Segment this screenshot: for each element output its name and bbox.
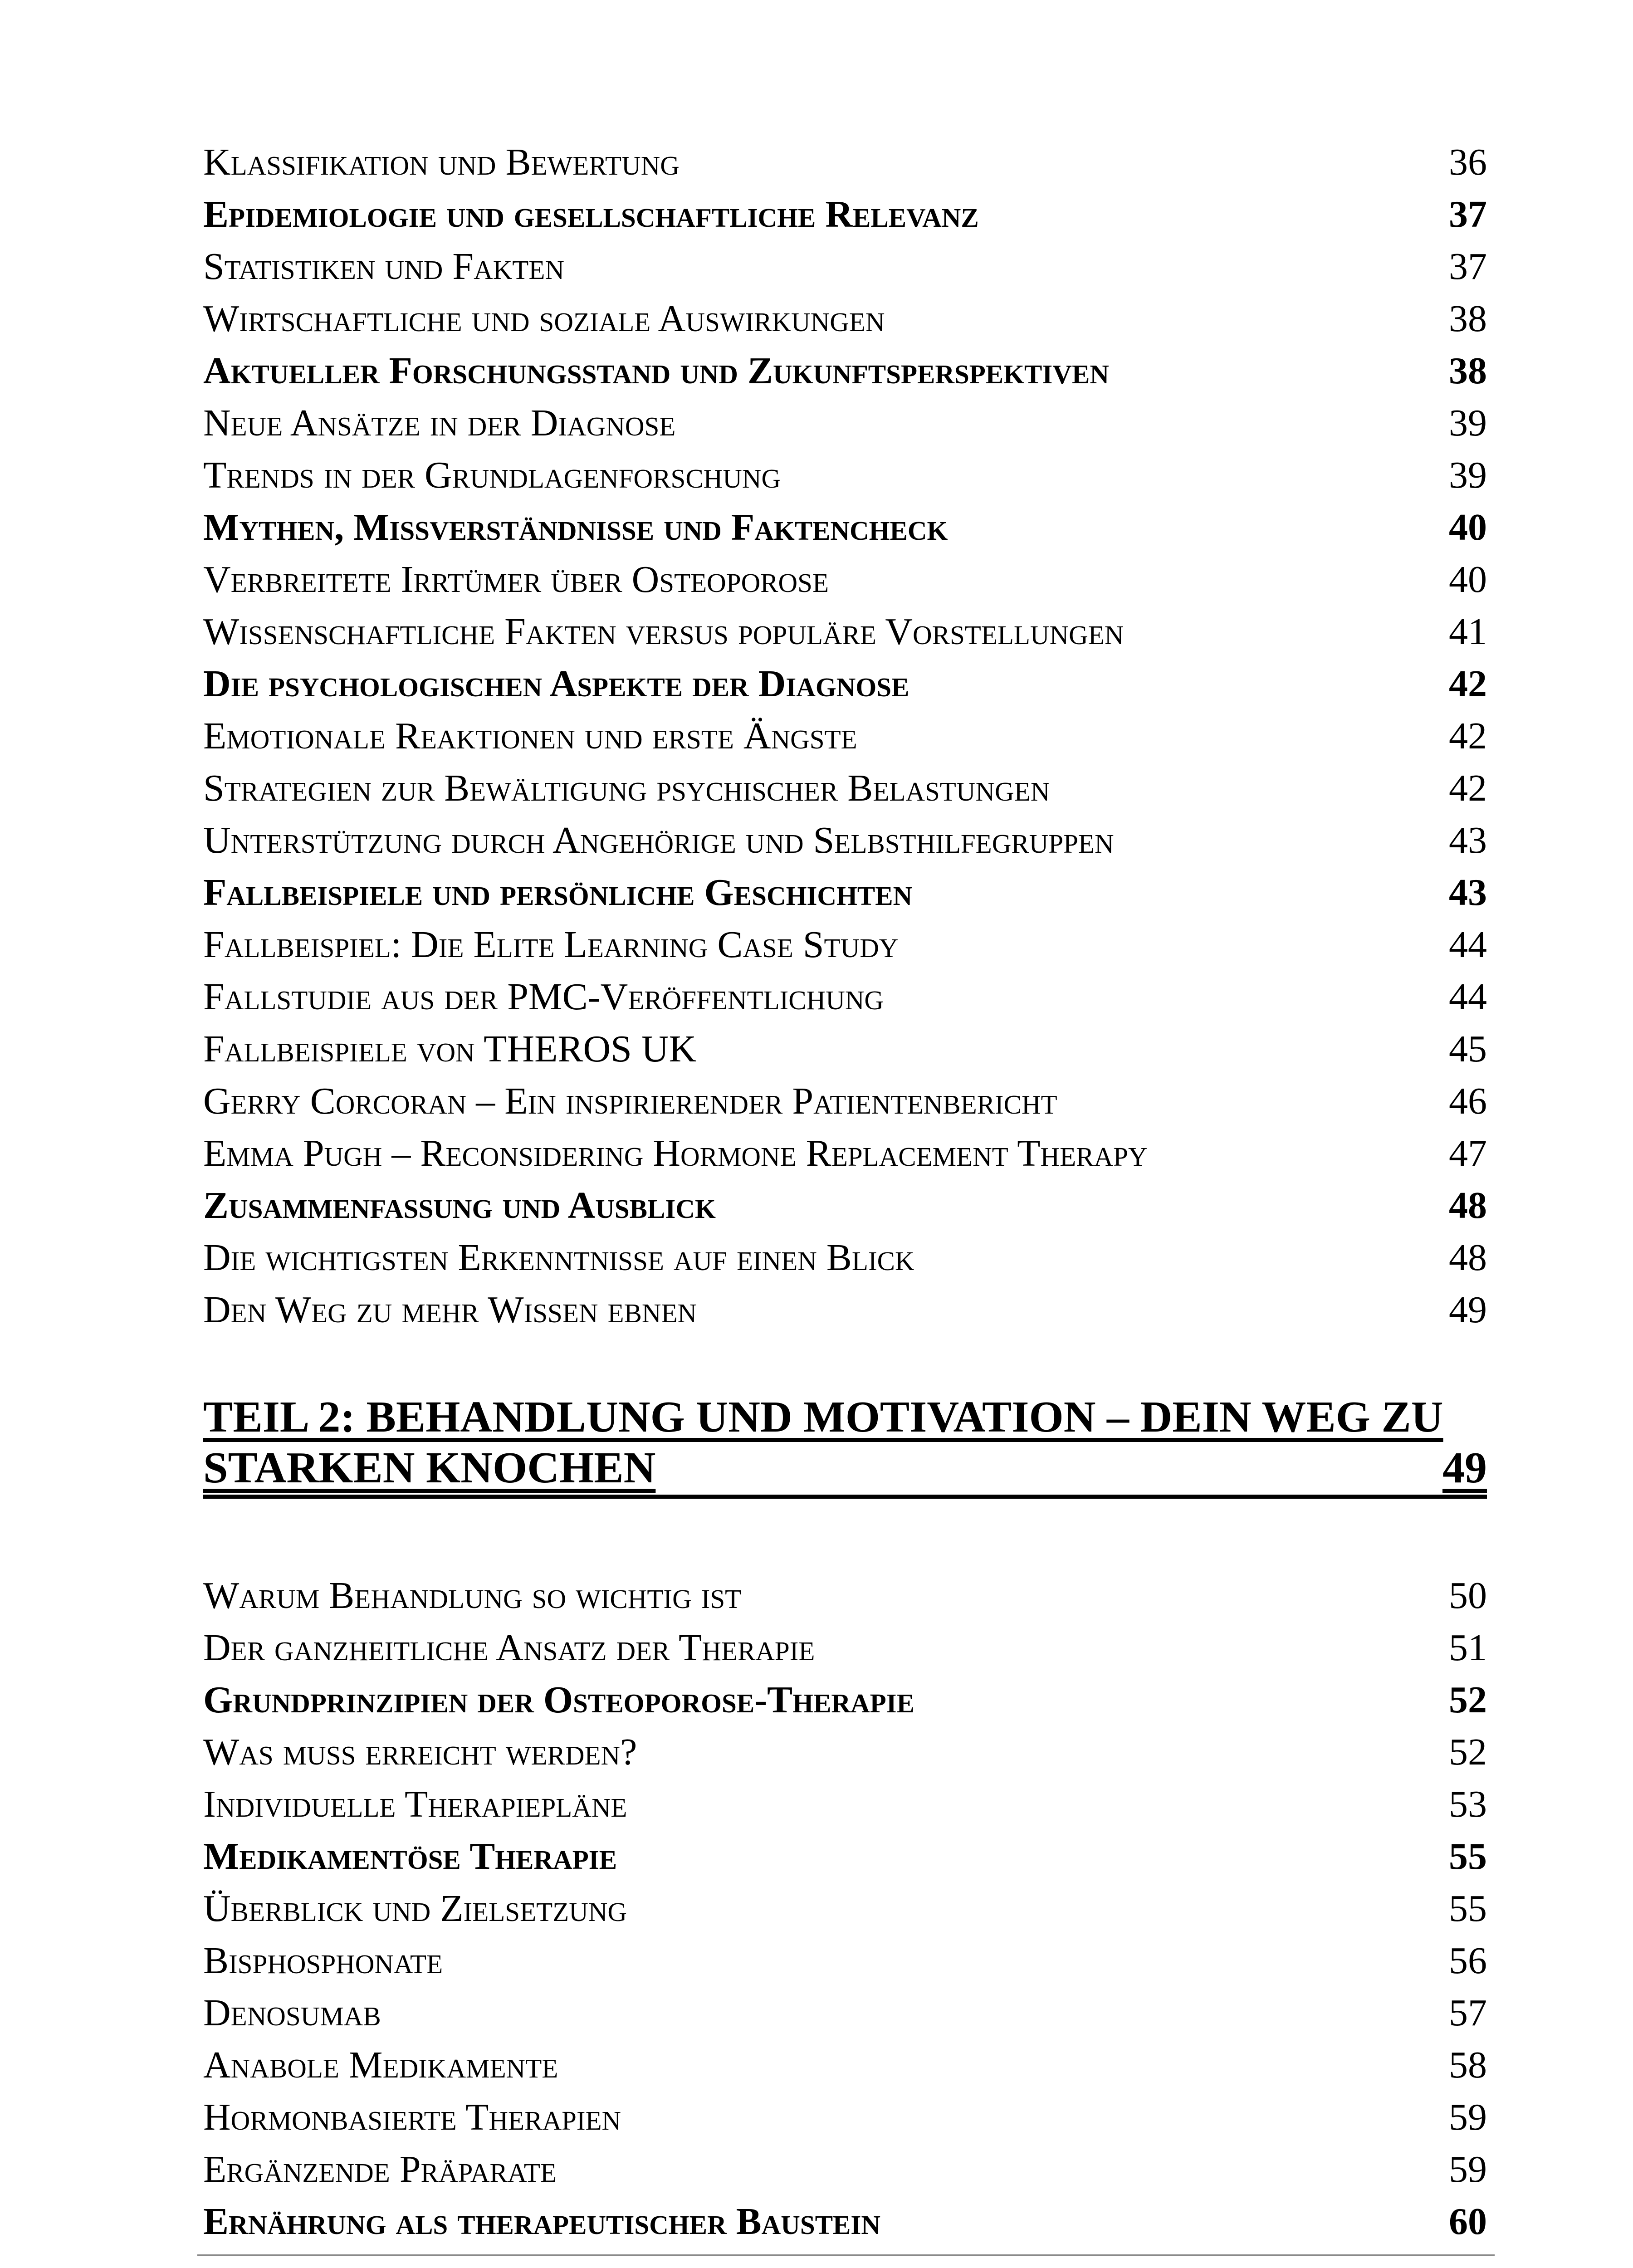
toc-entry-page: 41 xyxy=(1449,611,1487,653)
toc-entry[interactable] xyxy=(203,136,1487,188)
toc-entry-title: Neue Ansätze in der Diagnose xyxy=(203,402,676,444)
part-heading-line1: TEIL 2: BEHANDLUNG UND MOTIVATION – DEIN WEG ZU xyxy=(203,1393,1443,1442)
toc-entry-title: Unterstützung durch Angehörige und Selbsthilfegruppen xyxy=(203,819,1114,861)
toc-entry-title: Fallbeispiele von THEROS UK xyxy=(203,1028,697,1070)
toc-section-entry[interactable] xyxy=(203,1830,1487,1882)
toc-entry[interactable] xyxy=(203,971,1487,1023)
toc-entry[interactable] xyxy=(203,293,1487,345)
toc-entry-page: 52 xyxy=(1449,1679,1487,1721)
toc-section-entry[interactable] xyxy=(203,2195,1487,2248)
toc-entry[interactable] xyxy=(203,1882,1487,1935)
toc-entry-page: 43 xyxy=(1449,871,1487,914)
toc-entry-title: Mythen, Missverständnisse und Faktencheck xyxy=(203,506,948,548)
toc-entry-title: Fallstudie aus der PMC-Veröffentlichung xyxy=(203,976,884,1018)
toc-entry-page: 40 xyxy=(1449,506,1487,548)
part-heading-line2: STARKEN KNOCHEN xyxy=(203,1443,656,1492)
toc-entry-page: 58 xyxy=(1449,2044,1487,2086)
table-of-contents-part-1 xyxy=(203,136,1487,1336)
toc-entry-title: Den Weg zu mehr Wissen ebnen xyxy=(203,1289,697,1331)
toc-entry[interactable] xyxy=(203,1622,1487,1674)
toc-entry-title: Zusammenfassung und Ausblick xyxy=(203,1184,716,1227)
toc-entry-title: Trends in der Grundlagenforschung xyxy=(203,454,781,496)
toc-entry-title: Ergänzende Präparate xyxy=(203,2148,557,2190)
toc-entry-page: 59 xyxy=(1449,2096,1487,2138)
toc-section-entry[interactable] xyxy=(203,345,1487,397)
toc-entry-title: Emma Pugh – Reconsidering Hormone Replacement Therapy xyxy=(203,1132,1148,1174)
toc-entry[interactable] xyxy=(203,606,1487,658)
toc-entry-page: 48 xyxy=(1449,1184,1487,1227)
bottom-divider xyxy=(197,2254,1495,2256)
part-heading-page: 49 xyxy=(1442,1443,1487,1492)
toc-entry[interactable] xyxy=(203,1127,1487,1179)
toc-entry-page: 47 xyxy=(1449,1132,1487,1174)
toc-entry[interactable] xyxy=(203,397,1487,449)
toc-entry[interactable] xyxy=(203,1987,1487,2039)
toc-entry-page: 55 xyxy=(1449,1835,1487,1877)
toc-entry-page: 56 xyxy=(1449,1940,1487,1982)
toc-entry-title: Anabole Medikamente xyxy=(203,2044,558,2086)
toc-entry[interactable] xyxy=(203,710,1487,762)
toc-entry-title: Denosumab xyxy=(203,1992,381,2034)
toc-entry-title: Hormonbasierte Therapien xyxy=(203,2096,621,2138)
toc-entry-page: 37 xyxy=(1449,193,1487,235)
part-heading[interactable] xyxy=(203,1392,1487,1493)
toc-entry-title: Ernährung als therapeutischer Baustein xyxy=(203,2200,880,2243)
toc-entry-title: Überblick und Zielsetzung xyxy=(203,1887,627,1930)
part-heading-line2-row xyxy=(203,1442,1487,1493)
toc-entry-page: 60 xyxy=(1449,2200,1487,2243)
toc-entry[interactable] xyxy=(203,449,1487,501)
toc-entry[interactable] xyxy=(203,1023,1487,1075)
toc-entry-title: Wissenschaftliche Fakten versus populäre Vorstellungen xyxy=(203,611,1124,653)
toc-section-entry[interactable] xyxy=(203,658,1487,710)
toc-entry-title: Statistiken und Fakten xyxy=(203,245,564,288)
toc-section-entry[interactable] xyxy=(203,866,1487,919)
toc-entry-page: 52 xyxy=(1449,1731,1487,1773)
toc-entry-title: Grundprinzipien der Osteoporose-Therapie xyxy=(203,1679,914,1721)
toc-entry-page: 57 xyxy=(1449,1992,1487,2034)
toc-entry-title: Gerry Corcoran – Ein inspirierender Patientenbericht xyxy=(203,1080,1057,1122)
toc-entry-page: 38 xyxy=(1449,350,1487,392)
toc-entry-page: 46 xyxy=(1449,1080,1487,1122)
toc-entry-title: Fallbeispiele und persönliche Geschichten xyxy=(203,871,913,914)
toc-entry[interactable] xyxy=(203,762,1487,814)
toc-entry-title: Wirtschaftliche und soziale Auswirkungen xyxy=(203,298,885,340)
toc-entry-page: 43 xyxy=(1449,819,1487,861)
toc-entry-page: 40 xyxy=(1449,558,1487,601)
toc-entry-title: Die wichtigsten Erkenntnisse auf einen Blick xyxy=(203,1237,914,1279)
toc-entry-page: 36 xyxy=(1449,141,1487,183)
toc-entry-page: 53 xyxy=(1449,1783,1487,1825)
toc-section-entry[interactable] xyxy=(203,1674,1487,1726)
toc-entry-page: 51 xyxy=(1449,1627,1487,1669)
part-heading-rule xyxy=(203,1495,1487,1499)
toc-entry[interactable] xyxy=(203,2091,1487,2143)
toc-entry-title: Individuelle Therapiepläne xyxy=(203,1783,627,1825)
toc-entry[interactable] xyxy=(203,1284,1487,1336)
toc-entry-page: 42 xyxy=(1449,715,1487,757)
toc-entry[interactable] xyxy=(203,1935,1487,1987)
toc-section-entry[interactable] xyxy=(203,1179,1487,1232)
toc-entry-title: Emotionale Reaktionen und erste Ängste xyxy=(203,715,857,757)
toc-entry-title: Medikamentöse Therapie xyxy=(203,1835,617,1877)
toc-entry-title: Die psychologischen Aspekte der Diagnose xyxy=(203,663,909,705)
toc-entry-title: Was muss erreicht werden? xyxy=(203,1731,637,1773)
toc-entry-page: 50 xyxy=(1449,1574,1487,1617)
toc-entry-page: 45 xyxy=(1449,1028,1487,1070)
toc-entry[interactable] xyxy=(203,240,1487,293)
toc-entry[interactable] xyxy=(203,919,1487,971)
toc-entry-title: Klassifikation und Bewertung xyxy=(203,141,680,183)
toc-entry-title: Verbreitete Irrtümer über Osteoporose xyxy=(203,558,829,601)
toc-entry-page: 38 xyxy=(1449,298,1487,340)
toc-entry-title: Bisphosphonate xyxy=(203,1940,443,1982)
toc-entry-page: 49 xyxy=(1449,1289,1487,1331)
toc-entry-page: 48 xyxy=(1449,1237,1487,1279)
toc-entry-page: 42 xyxy=(1449,767,1487,809)
toc-entry-title: Warum Behandlung so wichtig ist xyxy=(203,1574,742,1617)
toc-entry-title: Aktueller Forschungsstand und Zukunftsperspektiven xyxy=(203,350,1109,392)
toc-entry-page: 39 xyxy=(1449,402,1487,444)
toc-entry-title: Fallbeispiel: Die Elite Learning Case Study xyxy=(203,924,899,966)
toc-entry[interactable] xyxy=(203,1778,1487,1830)
toc-entry[interactable] xyxy=(203,1726,1487,1778)
toc-entry-page: 55 xyxy=(1449,1887,1487,1930)
toc-entry-page: 44 xyxy=(1449,924,1487,966)
toc-section-entry[interactable] xyxy=(203,501,1487,553)
toc-entry-page: 59 xyxy=(1449,2148,1487,2190)
toc-section-entry[interactable] xyxy=(203,188,1487,240)
toc-entry-title: Strategien zur Bewältigung psychischer Belastungen xyxy=(203,767,1050,809)
toc-entry[interactable] xyxy=(203,814,1487,866)
toc-entry-title: Der ganzheitliche Ansatz der Therapie xyxy=(203,1627,815,1669)
toc-entry[interactable] xyxy=(203,1075,1487,1127)
toc-entry[interactable] xyxy=(203,2039,1487,2091)
toc-entry[interactable] xyxy=(203,1232,1487,1284)
toc-entry-page: 39 xyxy=(1449,454,1487,496)
toc-entry-page: 44 xyxy=(1449,976,1487,1018)
toc-entry[interactable] xyxy=(203,1569,1487,1622)
toc-entry-page: 42 xyxy=(1449,663,1487,705)
toc-entry-page: 37 xyxy=(1449,245,1487,288)
toc-entry-title: Epidemiologie und gesellschaftliche Relevanz xyxy=(203,193,979,235)
toc-entry[interactable] xyxy=(203,553,1487,606)
toc-entry[interactable] xyxy=(203,2143,1487,2195)
table-of-contents-part-2 xyxy=(203,1569,1487,2248)
